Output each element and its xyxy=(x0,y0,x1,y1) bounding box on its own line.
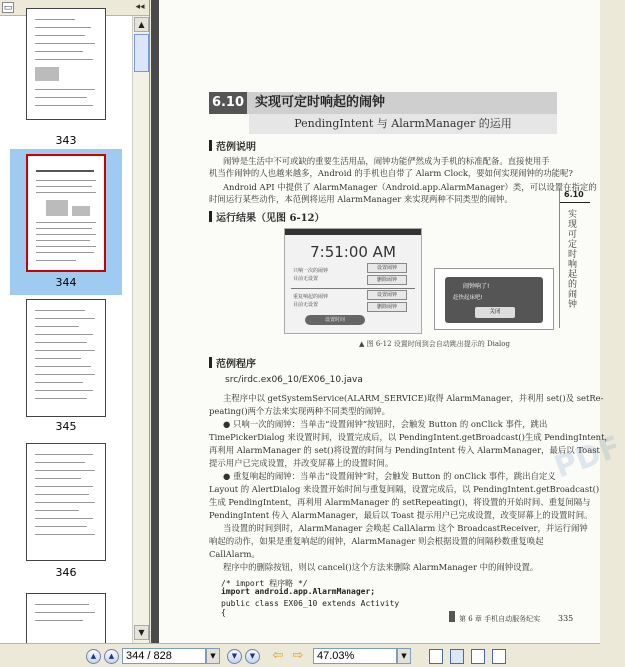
alarm-dialog xyxy=(445,277,543,323)
watermark-logo: PDF xyxy=(550,429,625,486)
figure-caption: ▲ 图 6-12 设置时间到会自动跳出提示的 Dialog xyxy=(359,340,510,348)
zoom-dropdown-icon[interactable]: ▼ xyxy=(397,648,411,664)
thumbnail-page-343[interactable] xyxy=(10,8,122,150)
thumbnail-image xyxy=(26,8,106,120)
page-number-input[interactable]: 344 / 828 xyxy=(122,648,206,664)
once-alarm-label: 只响一次的闹钟 xyxy=(293,268,329,274)
once-delete-button: 删除闹钟 xyxy=(367,275,407,285)
section-title-banner xyxy=(209,92,557,114)
thumbnail-image xyxy=(26,154,106,272)
document-view[interactable] xyxy=(151,0,625,643)
thumbnails-tab-icon[interactable]: ▭ xyxy=(3,3,13,13)
repeat-set-button: 设置闹钟 xyxy=(367,290,407,300)
footer-chapter: 第 6 章 手机自动服务纪实 xyxy=(459,615,541,623)
example-line: Android API 中提供了 AlarmManager（Android.app.AlarmManager）类，可以设置在指定的 xyxy=(223,182,597,192)
example-line: 闹钟是生活中不可或缺的重要生活用品，闹钟功能俨然成为手机的标准配备。直接使用手 xyxy=(223,156,550,166)
thumbnail-image xyxy=(26,443,106,561)
section-subtitle: PendingIntent 与 AlarmManager 的运用 xyxy=(294,117,512,130)
code-line: import android.app.AlarmManager; xyxy=(221,587,376,596)
program-line: 再利用 AlarmManager 的 set()将设置的时间与 PendingIntent 传入 AlarmManager，最后以 Toast xyxy=(209,445,600,455)
dialog-message: 赶快起床吧! xyxy=(453,295,483,301)
once-alarm-value: 目前无设置 xyxy=(293,276,319,282)
program-heading: 范例程序 xyxy=(216,359,256,370)
repeat-alarm-value: 目前无设置 xyxy=(293,302,319,308)
set-time-bar: 设置时间 xyxy=(305,315,365,325)
first-page-icon[interactable]: ▲ xyxy=(86,649,101,664)
code-line: { xyxy=(221,608,226,617)
thumbnail-label: 345 xyxy=(55,420,77,433)
back-arrow-icon[interactable]: ⇦ xyxy=(272,648,284,663)
scroll-down-icon[interactable]: ▼ xyxy=(134,625,149,640)
program-path: src/irdc.ex06_10/EX06_10.java xyxy=(225,375,363,385)
phone-screenshot-dialog xyxy=(434,268,554,330)
forward-arrow-icon[interactable]: ⇨ xyxy=(292,648,304,663)
code-line: public class EX06_10 extends Activity xyxy=(221,599,400,608)
dialog-title: 闹钟响了! xyxy=(463,283,490,290)
thumbnail-image xyxy=(26,299,106,417)
thumbnail-page-345[interactable] xyxy=(10,299,122,437)
program-line: 提示用户已完成设置，并改变屏幕上的设置时间。 xyxy=(209,458,394,468)
phone-screenshot-main xyxy=(284,228,422,334)
result-heading: 运行结果（见图 6-12） xyxy=(216,213,325,224)
clock-display: 7:51:00 AM xyxy=(310,243,396,261)
thumbnail-label: 343 xyxy=(55,134,77,147)
continuous-view-icon[interactable] xyxy=(450,649,464,664)
example-heading: 范例说明 xyxy=(216,142,256,153)
continuous-facing-view-icon[interactable] xyxy=(492,649,506,664)
program-line: CallAlarm。 xyxy=(209,549,260,559)
program-line: 程序中的删除按钮，则以 cancel()这个方法来删除 AlarmManager 中的闹钟设置。 xyxy=(223,562,539,572)
navigation-toolbar xyxy=(0,643,600,667)
collapse-panel-icon[interactable]: ◂◂ xyxy=(135,2,145,12)
program-line: 当设置的时间到时，AlarmManager 会唤起 CallAlarm 这个 BroadcastReceiver，并运行闹钟 xyxy=(223,523,588,533)
subtitle-banner xyxy=(249,114,557,134)
side-tab-title: 实现可定时响起的闹钟 xyxy=(568,210,578,310)
repeat-alarm-label: 重复响起的闹钟 xyxy=(293,294,329,300)
thumbnail-page-344[interactable] xyxy=(10,149,122,295)
next-page-icon[interactable]: ▼ xyxy=(227,649,242,664)
dialog-close-button: 关闭 xyxy=(475,307,515,318)
zoom-input[interactable]: 47.03% xyxy=(313,648,397,664)
section-number: 6.10 xyxy=(209,92,247,114)
sidebar-scrollbar[interactable] xyxy=(132,16,149,643)
program-line: PendingIntent 传入 AlarmManager，最后以 Toast 提示用户已完成设置，改变屏幕上的设置时间。 xyxy=(209,510,593,520)
program-line: 响起的动作，如果是重复响起的闹钟，AlarmManager 则会根据设置的间隔秒数重复唤起 xyxy=(209,536,544,546)
program-line: peating()两个方法来实现两种不同类型的闹钟。 xyxy=(209,406,391,416)
thumbnail-label: 344 xyxy=(55,276,77,289)
program-line: ● 重复响起的闹钟：当单击“设置闹钟”时，会触发 Button 的 onClick 事件，跳出自定义 xyxy=(223,471,556,481)
thumbnail-page-346[interactable] xyxy=(10,443,122,581)
previous-page-icon[interactable]: ▲ xyxy=(104,649,119,664)
document-page xyxy=(159,0,625,643)
thumbnail-list xyxy=(0,16,132,643)
single-page-view-icon[interactable] xyxy=(429,649,443,664)
code-line: /* import 程序略 */ xyxy=(221,579,308,588)
thumbnail-panel xyxy=(0,0,150,643)
scrollbar-thumb[interactable] xyxy=(134,34,149,72)
page-dropdown-icon[interactable]: ▼ xyxy=(206,648,220,664)
chapter-side-tab xyxy=(559,188,589,328)
program-line: ● 只响一次的闹钟：当单击“设置闹钟”按钮时，会触发 Button 的 onClick 事件，跳出 xyxy=(223,419,548,429)
program-line: TimePickerDialog 来设置时间，设置完成后，以 PendingIntent.getBroadcast()生成 PendingIntent， xyxy=(209,432,613,442)
repeat-delete-button: 删除闹钟 xyxy=(367,302,407,312)
footer-page-number: 335 xyxy=(558,614,574,623)
section-title: 实现可定时响起的闹钟 xyxy=(255,95,386,110)
program-line: 生成 PendingIntent，再利用 AlarmManager 的 setRepeating()，将设置的开始时间、重复间隔与 xyxy=(209,497,591,507)
side-tab-number: 6.10 xyxy=(564,190,584,199)
program-line: 主程序中以 getSystemService(ALARM_SERVICE)取得 AlarmManager，并利用 set()及 setRe- xyxy=(223,393,604,403)
example-line: 时间运行某些动作，本范例将运用 AlarmManager 来实现两种不同类型的闹钟。 xyxy=(209,194,513,204)
facing-view-icon[interactable] xyxy=(471,649,485,664)
example-line: 机当作闹钟的人也越来越多，Android 的手机也自带了 Alarm Clock，要如何实现闹钟的功能呢? xyxy=(209,168,573,178)
scroll-up-icon[interactable]: ▲ xyxy=(134,17,149,32)
once-set-button: 设置闹钟 xyxy=(367,263,407,273)
last-page-icon[interactable]: ▼ xyxy=(245,649,260,664)
program-line: Layout 的 AlertDialog 来设置开始时间与重复间隔，设置完成后，以 PendingIntent.getBroadcast() xyxy=(209,484,600,494)
thumbnail-label: 346 xyxy=(55,566,77,579)
